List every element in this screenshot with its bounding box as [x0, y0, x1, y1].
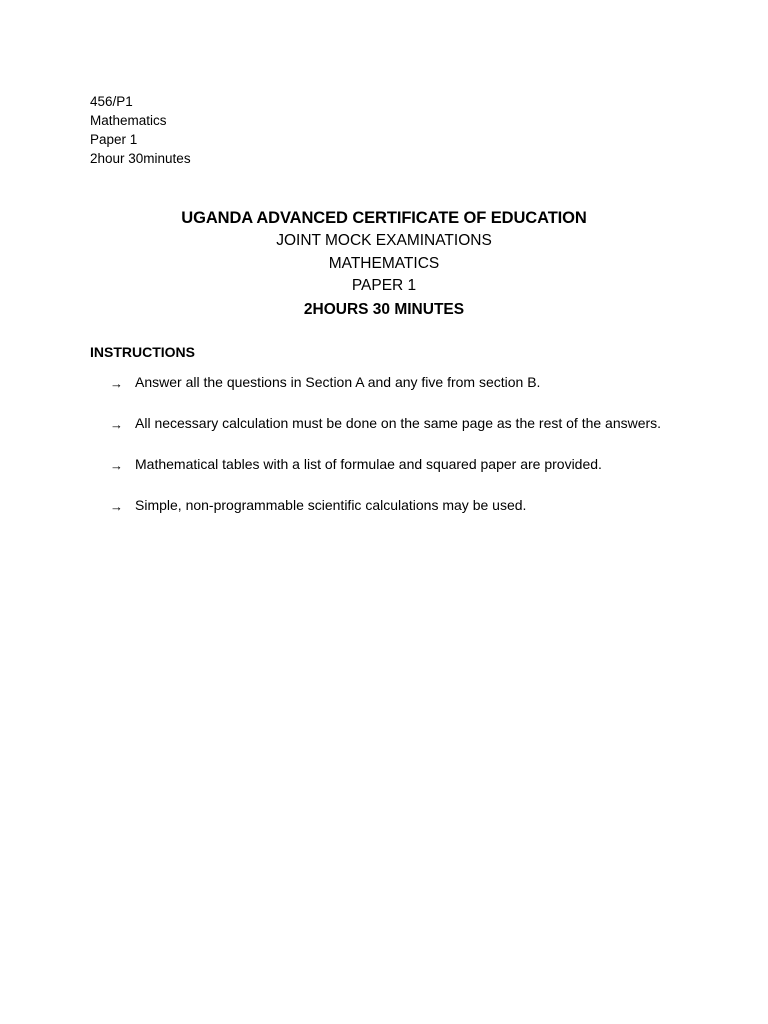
instructions-heading: INSTRUCTIONS [90, 344, 195, 360]
paper-subject: Mathematics [90, 113, 167, 128]
paper-code: 456/P1 [90, 94, 133, 109]
right-arrow-icon: → [110, 458, 123, 473]
instruction-item [110, 454, 670, 476]
exam-title-block [0, 207, 768, 321]
paper-number: Paper 1 [90, 132, 138, 147]
instruction-text: Simple, non-programmable scientific calculations may be used. [135, 497, 527, 513]
instruction-item [110, 413, 670, 435]
instruction-item [110, 372, 670, 394]
paper-header [90, 92, 191, 168]
exam-subject: MATHEMATICS [328, 254, 440, 272]
instructions-list [110, 372, 670, 536]
right-arrow-icon: → [110, 417, 123, 432]
instruction-text: Mathematical tables with a list of formulae and squared paper are provided. [135, 456, 602, 472]
exam-duration: 2HOURS 30 MINUTES [303, 300, 465, 318]
certificate-title: UGANDA ADVANCED CERTIFICATE OF EDUCATION [181, 209, 587, 227]
instruction-text: Answer all the questions in Section A and any five from section B. [135, 374, 541, 390]
exam-name: JOINT MOCK EXAMINATIONS [276, 232, 492, 249]
right-arrow-icon: → [110, 376, 123, 391]
paper-duration: 2hour 30minutes [90, 151, 191, 166]
exam-paper: PAPER 1 [351, 277, 417, 294]
instruction-text: All necessary calculation must be done on the same page as the rest of the answers. [135, 415, 662, 431]
right-arrow-icon: → [110, 499, 123, 514]
instruction-item [110, 495, 670, 517]
